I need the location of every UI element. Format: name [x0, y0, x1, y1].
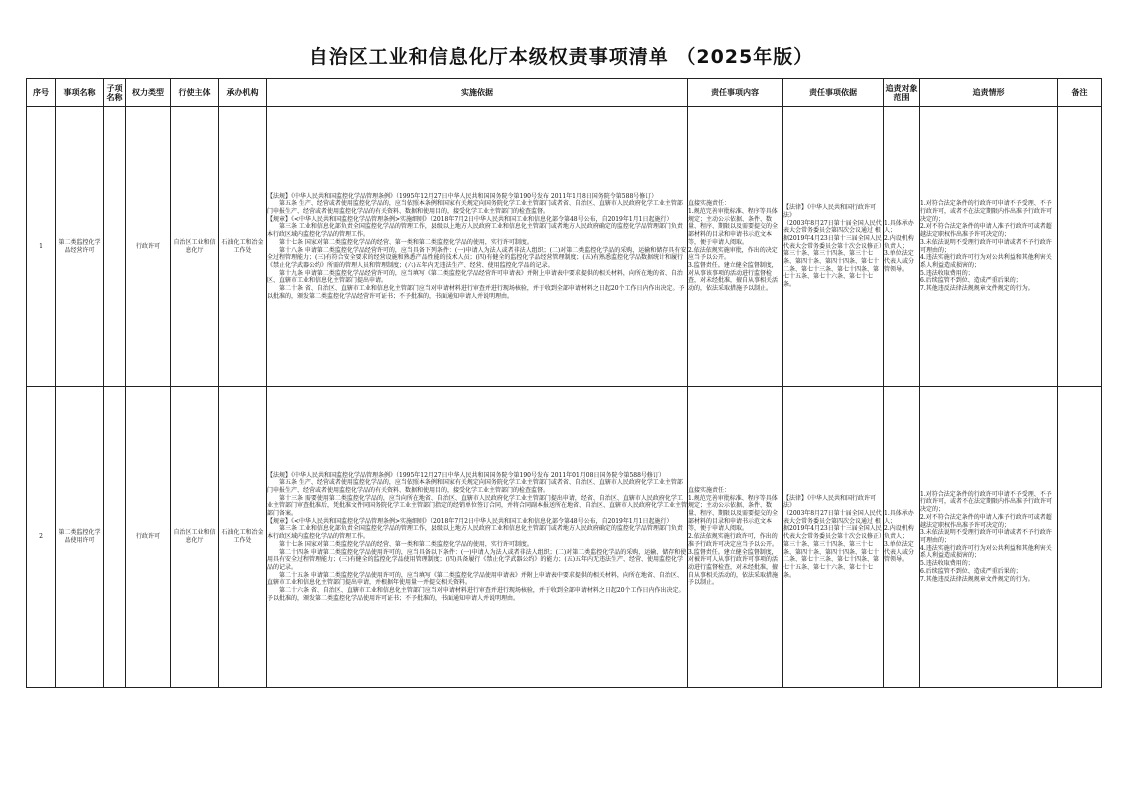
header-scope: 追责对象范围 — [884, 79, 920, 107]
header-circumstances: 追责情形 — [920, 79, 1058, 107]
row-subject: 自治区工业和信息化厅 — [171, 387, 219, 688]
row-circumstances: 1.对符合法定条件的行政许可申请不予受理、不予行政许可，或者不在法定期限内作出准予行政许可决定的； 2.对不符合法定条件的申请人准予行政许可或者超越法定职权作出准予许可决定的； 3.未依法说明不受理行政许可申请或者不予行政许可理由的； 4.违法实施行政许可行为对公共利益和其他利害关系人利益造成损害的； 5.违法收取费用的； 6.后续监管不到位、造成严重后果的； 7.其他违反法律法规规章文件规定的行为。 — [920, 107, 1058, 387]
row-sub-item — [104, 107, 126, 387]
document-title: 自治区工业和信息化厅本级权责事项清单 （2025年版） — [308, 46, 814, 68]
header-note: 备注 — [1058, 79, 1102, 107]
row-duty: 直接实施责任： 1.规范完善审批标准、程序等具体规定；主动公示依据、条件、数量、程序、期限以及需要提交的全部材料的目录和申请书示范文本等，便于申请人阅取。 2.依法依规实施审批，作出的决定应当予以公开。 3.监督责任。建立健全监督制度，对从事该事项的活动进行监督检查，对未经批准，擅自从事相关活动的，依法采取措施予以制止。 — [688, 107, 783, 387]
row-scope: 1.具体承办人； 2.内设机构负责人； 3.单位法定代表人或分管领导。 — [884, 387, 920, 688]
row-subject: 自治区工业和信息化厅 — [171, 107, 219, 387]
header-row — [27, 79, 1102, 107]
row-power-type: 行政许可 — [126, 387, 171, 688]
table-row — [27, 387, 1102, 688]
header-item-name: 事项名称 — [56, 79, 104, 107]
header-agency: 承办机构 — [219, 79, 267, 107]
row-basis: 【法规】《中华人民共和国监控化学品管理条例》（1995年12月27日中华人民共和国国务院令第190号发布 2011年01月08日国务院令第588号修订） 第五条 生产、经营或者使用监控化学品的，应当依照本条例和国家有关规定向国务院化学工业主管部门或者省、自治区、直辖市人民政府化学工业主管部门申报生产、经营或者使用监控化学品的有关资料、数据和使用目的，接受化学工业主管部门的检查监督。 第十三条 需要使用第二类监控化学品的，应当向所在地省、自治区、直辖市人民政府化学工业主管部门提出申请，经省、自治区、直辖市人民政府化学工业主管部门审查批准后，凭批准文件同国务院化学工业主管部门指定的经销单位签订合同，并将合同副本报送所在地省、自治区、直辖市人民政府化学工业主管部门备案。 【规章】《<中华人民共和国监控化学品管理条例>实施细则》（2018年7月2日中华人民共和国工业和信息化部令第48号公布，自2019年1月1日起施行） 第三条 工业和信息化部负责全国监控化学品的管理工作，县级以上地方人民政府工业和信息化主管部门或者地方人民政府确定的监控化学品管理部门负责本行政区域内监控化学品的管理工作。 第十七条 国家对第二类监控化学品的经营、第一类和第二类监控化学品的使用，实行许可制度。 第二十四条 申请第二类监控化学品使用许可的，应当具备以下条件：(一)申请人为法人或者非法人组织；(二)对第二类监控化学品的采购、运输、储存和使用具有安全过程管理能力；(三)有健全的监控化学品使用管理制度；(四)具备履行《禁止化学武器公约》的能力；(五)五年内无违法生产、经营、使用监控化学品的记录。 第二十五条 申请第二类监控化学品使用许可的，应当填写《第二类监控化学品使用申请表》并附上申请表中要求提供的相关材料，向所在地省、自治区、直辖市工业和信息化主管部门提出申请，并根据年使用量一并提交相关资料。 第二十六条 省、自治区、直辖市工业和信息化主管部门应当对申请材料进行审查并进行现场核验，并于收到全部申请材料之日起20个工作日内作出决定。予以批准的，颁发第二类监控化学品使用许可证书；不予批准的，书面通知申请人并说明理由。 — [267, 387, 688, 688]
header-basis: 实施依据 — [267, 79, 688, 107]
row-note — [1058, 387, 1102, 688]
row-duty-basis: 【法律】《中华人民共和国行政许可法》 （2003年8月27日第十届全国人民代表大会常务委员会第四次会议通过 根据2019年4月23日第十三届全国人民代表大会常务委员会第十次会议修正） 第三十条、第三十四条、第三十七条、第四十条、第四十四条、第七十二条、第七十三条、第七十四条、第七十五条、第七十六条、第七十七条。 — [783, 107, 884, 387]
row-sub-item — [104, 387, 126, 688]
row-seq: 2 — [27, 387, 56, 688]
header-sub-item: 子项名称 — [104, 79, 126, 107]
row-agency: 石油化工和冶金工作处 — [219, 107, 267, 387]
row-basis: 【法规】《中华人民共和国监控化学品管理条例》（1995年12月27日中华人民共和国国务院令第190号发布 2011年1月8日国务院令第588号修订） 第五条 生产、经营或者使用监控化学品的，应当依照本条例和国家有关规定向国务院化学工业主管部门或者省、自治区、直辖市人民政府化学工业主管部门申报生产、经营或者使用监控化学品的有关资料、数据和使用目的，接受化学工业主管部门的检查监督。 【规章】《<中华人民共和国监控化学品管理条例>实施细则》（2018年7月2日中华人民共和国工业和信息化部令第48号公布，自2019年1月1日起施行） 第三条 工业和信息化部负责全国监控化学品的管理工作，县级以上地方人民政府工业和信息化主管部门或者地方人民政府确定的监控化学品管理部门负责本行政区域内监控化学品的管理工作。 第十七条 国家对第二类监控化学品的经营、第一类和第二类监控化学品的使用，实行许可制度。 第十八条 申请第二类监控化学品经营许可的，应当具备下列条件：(一)申请人为法人或者非法人组织；(二)对第二类监控化学品的采购、运输和储存具有安全过程管理能力；(三)有符合安全要求的经营设施和熟悉产品性能的技术人员；(四)有健全的监控化学品经营管理制度；(五)有熟悉监控化学品数据统计和履行《禁止化学武器公约》所需的管理人员和管理制度；(六)五年内无违法生产、经营、使用监控化学品的记录。 第十九条 申请第二类监控化学品经营许可的，应当填写《第二类监控化学品经营许可申请表》并附上申请表中要求提供的相关材料，向所在地的省、自治区、直辖市工业和信息化主管部门提出申请。 第二十条 省、自治区、直辖市工业和信息化主管部门应当对申请材料进行审查并进行现场核验，并于收到全部申请材料之日起20个工作日内作出决定。予以批准的，颁发第二类监控化学品经营许可证书；不予批准的，书面通知申请人并说明理由。 — [267, 107, 688, 387]
header-seq: 序号 — [27, 79, 56, 107]
header-subject: 行使主体 — [171, 79, 219, 107]
row-seq: 1 — [27, 107, 56, 387]
row-item-name: 第二类监控化学品经营许可 — [56, 107, 104, 387]
row-agency: 石油化工和冶金工作处 — [219, 387, 267, 688]
header-power-type: 权力类型 — [126, 79, 171, 107]
row-circumstances: 1.对符合法定条件的行政许可申请不予受理、不予行政许可，或者不在法定期限内作出准予行政许可决定的； 2.对不符合法定条件的申请人准予行政许可或者超越法定职权作出准予许可决定的； 3.未依法说明不受理行政许可申请或者不予行政许可理由的； 4.违法实施行政许可行为对公共利益和其他利害关系人利益造成损害的； 5.违法收取费用的； 6.后续监管不到位、造成严重后果的； 7.其他违反法律法规规章文件规定的行为。 — [920, 387, 1058, 688]
row-item-name: 第二类监控化学品使用许可 — [56, 387, 104, 688]
row-scope: 1.具体承办人； 2.内设机构负责人； 3.单位法定代表人或分管领导。 — [884, 107, 920, 387]
header-duty-basis: 责任事项依据 — [783, 79, 884, 107]
responsibility-table — [26, 78, 1102, 688]
row-duty-basis: 【法律】《中华人民共和国行政许可法》 （2003年8月27日第十届全国人民代表大会常务委员会第四次会议通过 根据2019年4月23日第十三届全国人民代表大会常务委员会第十次会议修正） 第三十条、第三十四条、第三十七条、第四十条、第四十四条、第七十二条、第七十三条、第七十四条、第七十五条、第七十六条、第七十七条。 — [783, 387, 884, 688]
header-duty: 责任事项内容 — [688, 79, 783, 107]
row-note — [1058, 107, 1102, 387]
table-row — [27, 107, 1102, 387]
row-power-type: 行政许可 — [126, 107, 171, 387]
row-duty: 直接实施责任： 1.规范完善审批标准、程序等具体规定；主动公示依据、条件、数量、程序、期限以及需要提交的全部材料的目录和申请书示范文本等，便于申请人阅取。 2.依法依规实施行政许可，作出的准予行政许可决定应当予以公开。 3.监督责任。建立健全监督制度，对被许可人从事行政许可事项的活动进行监督检查，对未经批准，擅自从事相关活动的，依法采取措施予以制止。 — [688, 387, 783, 688]
